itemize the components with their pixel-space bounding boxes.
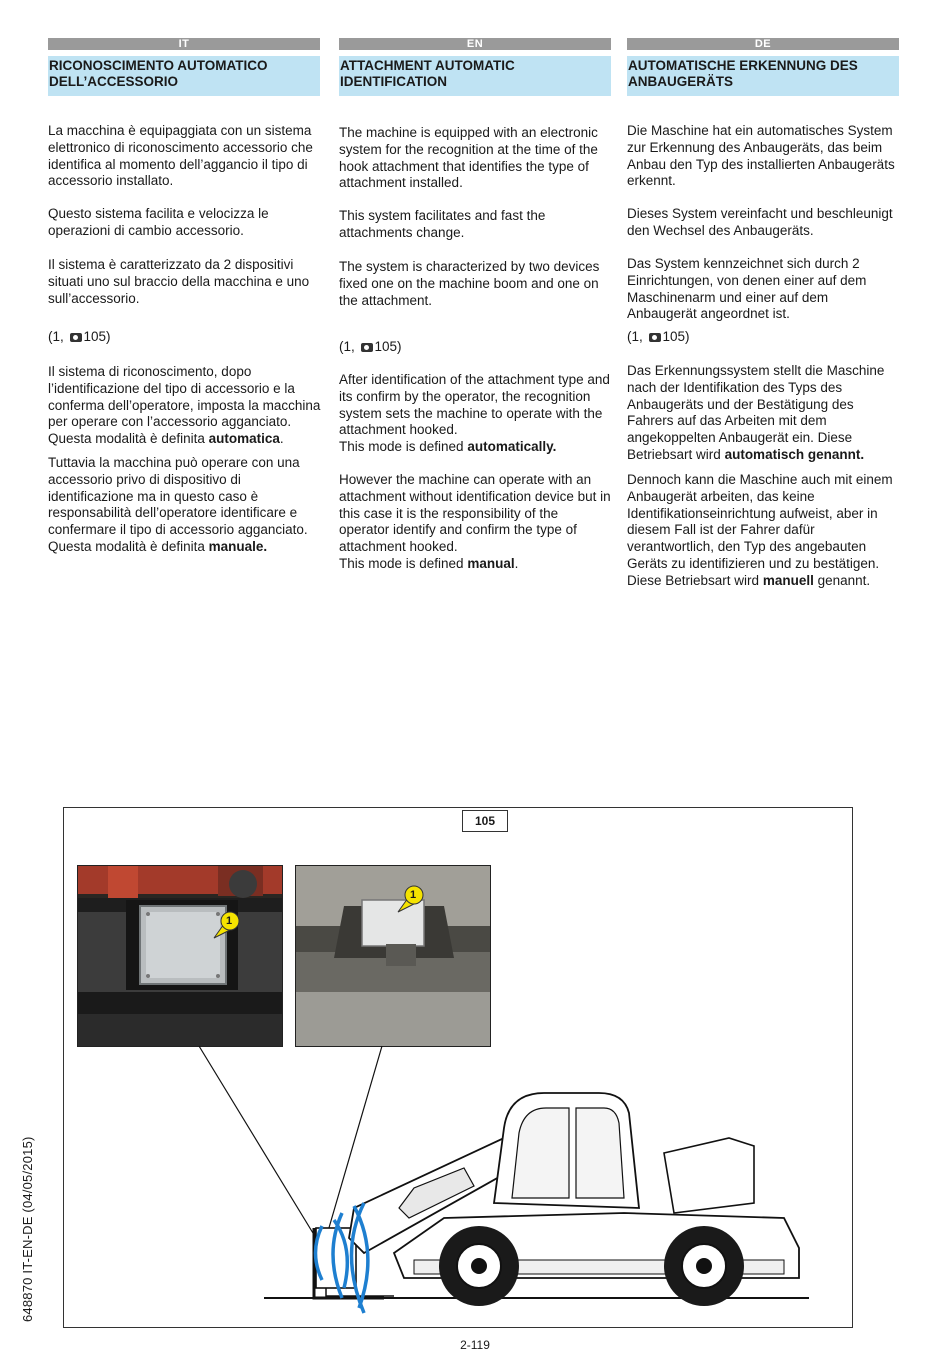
column-it bbox=[48, 38, 320, 96]
ref-suffix: 105) bbox=[374, 339, 402, 354]
mode-automatic: automatically. bbox=[467, 439, 557, 455]
ref-prefix: (1, bbox=[48, 329, 64, 344]
mode-manual: manuell bbox=[762, 572, 814, 588]
text: This mode is defined bbox=[339, 555, 464, 571]
section-title-en: ATTACHMENT AUTOMATIC IDENTIFICATION bbox=[339, 56, 611, 96]
text: . bbox=[279, 431, 284, 447]
section-title-de: AUTOMATISCHE ERKENNUNG DES ANBAUGERÄTS bbox=[627, 56, 899, 96]
paragraph-de-5 bbox=[627, 472, 899, 590]
paragraph-it-5 bbox=[48, 455, 322, 556]
page-number: 2-119 bbox=[460, 1338, 490, 1352]
paragraph-it-1: La macchina è equipaggiata con un sistema elettronico di riconoscimento accessorio che identifica al momento dell’aggancio il tipo di accessorio installato. bbox=[48, 123, 313, 189]
mode-automatic: automatisch genannt. bbox=[724, 446, 865, 462]
mode-automatic: automatica bbox=[208, 431, 280, 447]
camera-icon bbox=[649, 333, 661, 342]
figure-reference-de bbox=[627, 329, 899, 346]
paragraph-it-2: Questo sistema facilita e velocizza le operazioni di cambio accessorio. bbox=[48, 206, 269, 238]
paragraph-en-4 bbox=[339, 372, 611, 456]
paragraph-it-3: Il sistema è caratterizzato da 2 dispositivi situati uno sul braccio della macchina e uno sull’accessorio. bbox=[48, 257, 310, 306]
paragraph-en-2: This system facilitates and fast the attachments change. bbox=[339, 208, 546, 240]
paragraph-it-4 bbox=[48, 364, 322, 448]
ref-suffix: 105) bbox=[662, 329, 690, 344]
paragraph-de-3: Das System kennzeichnet sich durch 2 Einrichtungen, von denen einer auf dem Maschinenarm und einer auf dem Anbaugerät angeordnet ist. bbox=[627, 256, 867, 322]
column-en bbox=[339, 38, 611, 96]
text: This mode is defined bbox=[339, 439, 464, 455]
text: Il sistema di riconoscimento, dopo l’identificazione del tipo di accessorio e la conferma dell’operatore, imposta la macchina per operare con l’accessorio agganciato. Questa modalità è definita bbox=[48, 364, 321, 447]
figure-number: 105 bbox=[462, 810, 508, 832]
text: Tuttavia la macchina può operare con una accessorio privo di dispositivo di identificazione ma in questo caso è responsabilità dell’operatore identificare e confermare il tipo di accessorio agganciato. Questa modalità è definita bbox=[48, 455, 308, 554]
section-title-it: RICONOSCIMENTO AUTOMATICO DELL’ACCESSORIO bbox=[48, 56, 320, 96]
text: After identification of the attachment type and its confirm by the operator, the recognition system sets the machine to operate with the attachment hooked. bbox=[339, 372, 610, 438]
ref-prefix: (1, bbox=[339, 339, 355, 354]
figure-105 bbox=[63, 807, 853, 1328]
column-de bbox=[627, 38, 899, 96]
ref-suffix: 105) bbox=[83, 329, 111, 344]
text: . bbox=[514, 555, 519, 571]
camera-icon bbox=[361, 343, 373, 352]
callout-label: 1 bbox=[410, 889, 417, 901]
text: Dennoch kann die Maschine auch mit einem Anbaugerät arbeiten, das keine Identifikationseinrichtung aufweist, aber in diesem Fall ist der Fahrer dafür verantwortlich, den Typ des angebauten Geräts zu identifizieren und zu bestätigen. Diese Betriebsart wird bbox=[627, 472, 893, 588]
paragraph-de-1: Die Maschine hat ein automatisches System zur Erkennung des Anbaugeräts, das beim Anbau den Typ des installierten Anbaugeräts erkennt. bbox=[627, 123, 895, 189]
camera-icon bbox=[70, 333, 82, 342]
mode-manual: manuale. bbox=[208, 538, 268, 554]
text: Das Erkennungssystem stellt die Maschine nach der Identifikation des Typs des Anbaugeräts und der Bestätigung des Fahrers auf das Arbeiten mit dem angekoppelten Anbaugerät ein. Diese Betriebsart wird bbox=[627, 363, 885, 462]
text: genannt. bbox=[813, 572, 871, 588]
lang-header-en: EN bbox=[339, 38, 611, 50]
paragraph-de-4 bbox=[627, 363, 899, 464]
lang-header-it: IT bbox=[48, 38, 320, 50]
paragraph-en-1: The machine is equipped with an electronic system for the recognition at the time of the hook attachment that identifies the type of attachment installed. bbox=[339, 125, 598, 191]
paragraph-en-3: The system is characterized by two devices fixed one on the machine boom and one on the attachment. bbox=[339, 259, 600, 308]
paragraph-de-2: Dieses System vereinfacht und beschleunigt den Wechsel des Anbaugeräts. bbox=[627, 206, 893, 238]
figure-reference-it bbox=[48, 329, 322, 346]
callout-label: 1 bbox=[226, 915, 233, 927]
ref-prefix: (1, bbox=[627, 329, 643, 344]
paragraph-en-5 bbox=[339, 472, 611, 573]
text: However the machine can operate with an attachment without identification device but in this case it is the responsibility of the operator identify and confirm the type of attachment hooked. bbox=[339, 472, 611, 555]
lang-header-de: DE bbox=[627, 38, 899, 50]
machine-illustration bbox=[64, 808, 852, 1327]
mode-manual: manual bbox=[467, 555, 515, 571]
figure-reference-en bbox=[339, 339, 611, 356]
document-code: 648870 IT-EN-DE (04/05/2015) bbox=[20, 1136, 35, 1322]
